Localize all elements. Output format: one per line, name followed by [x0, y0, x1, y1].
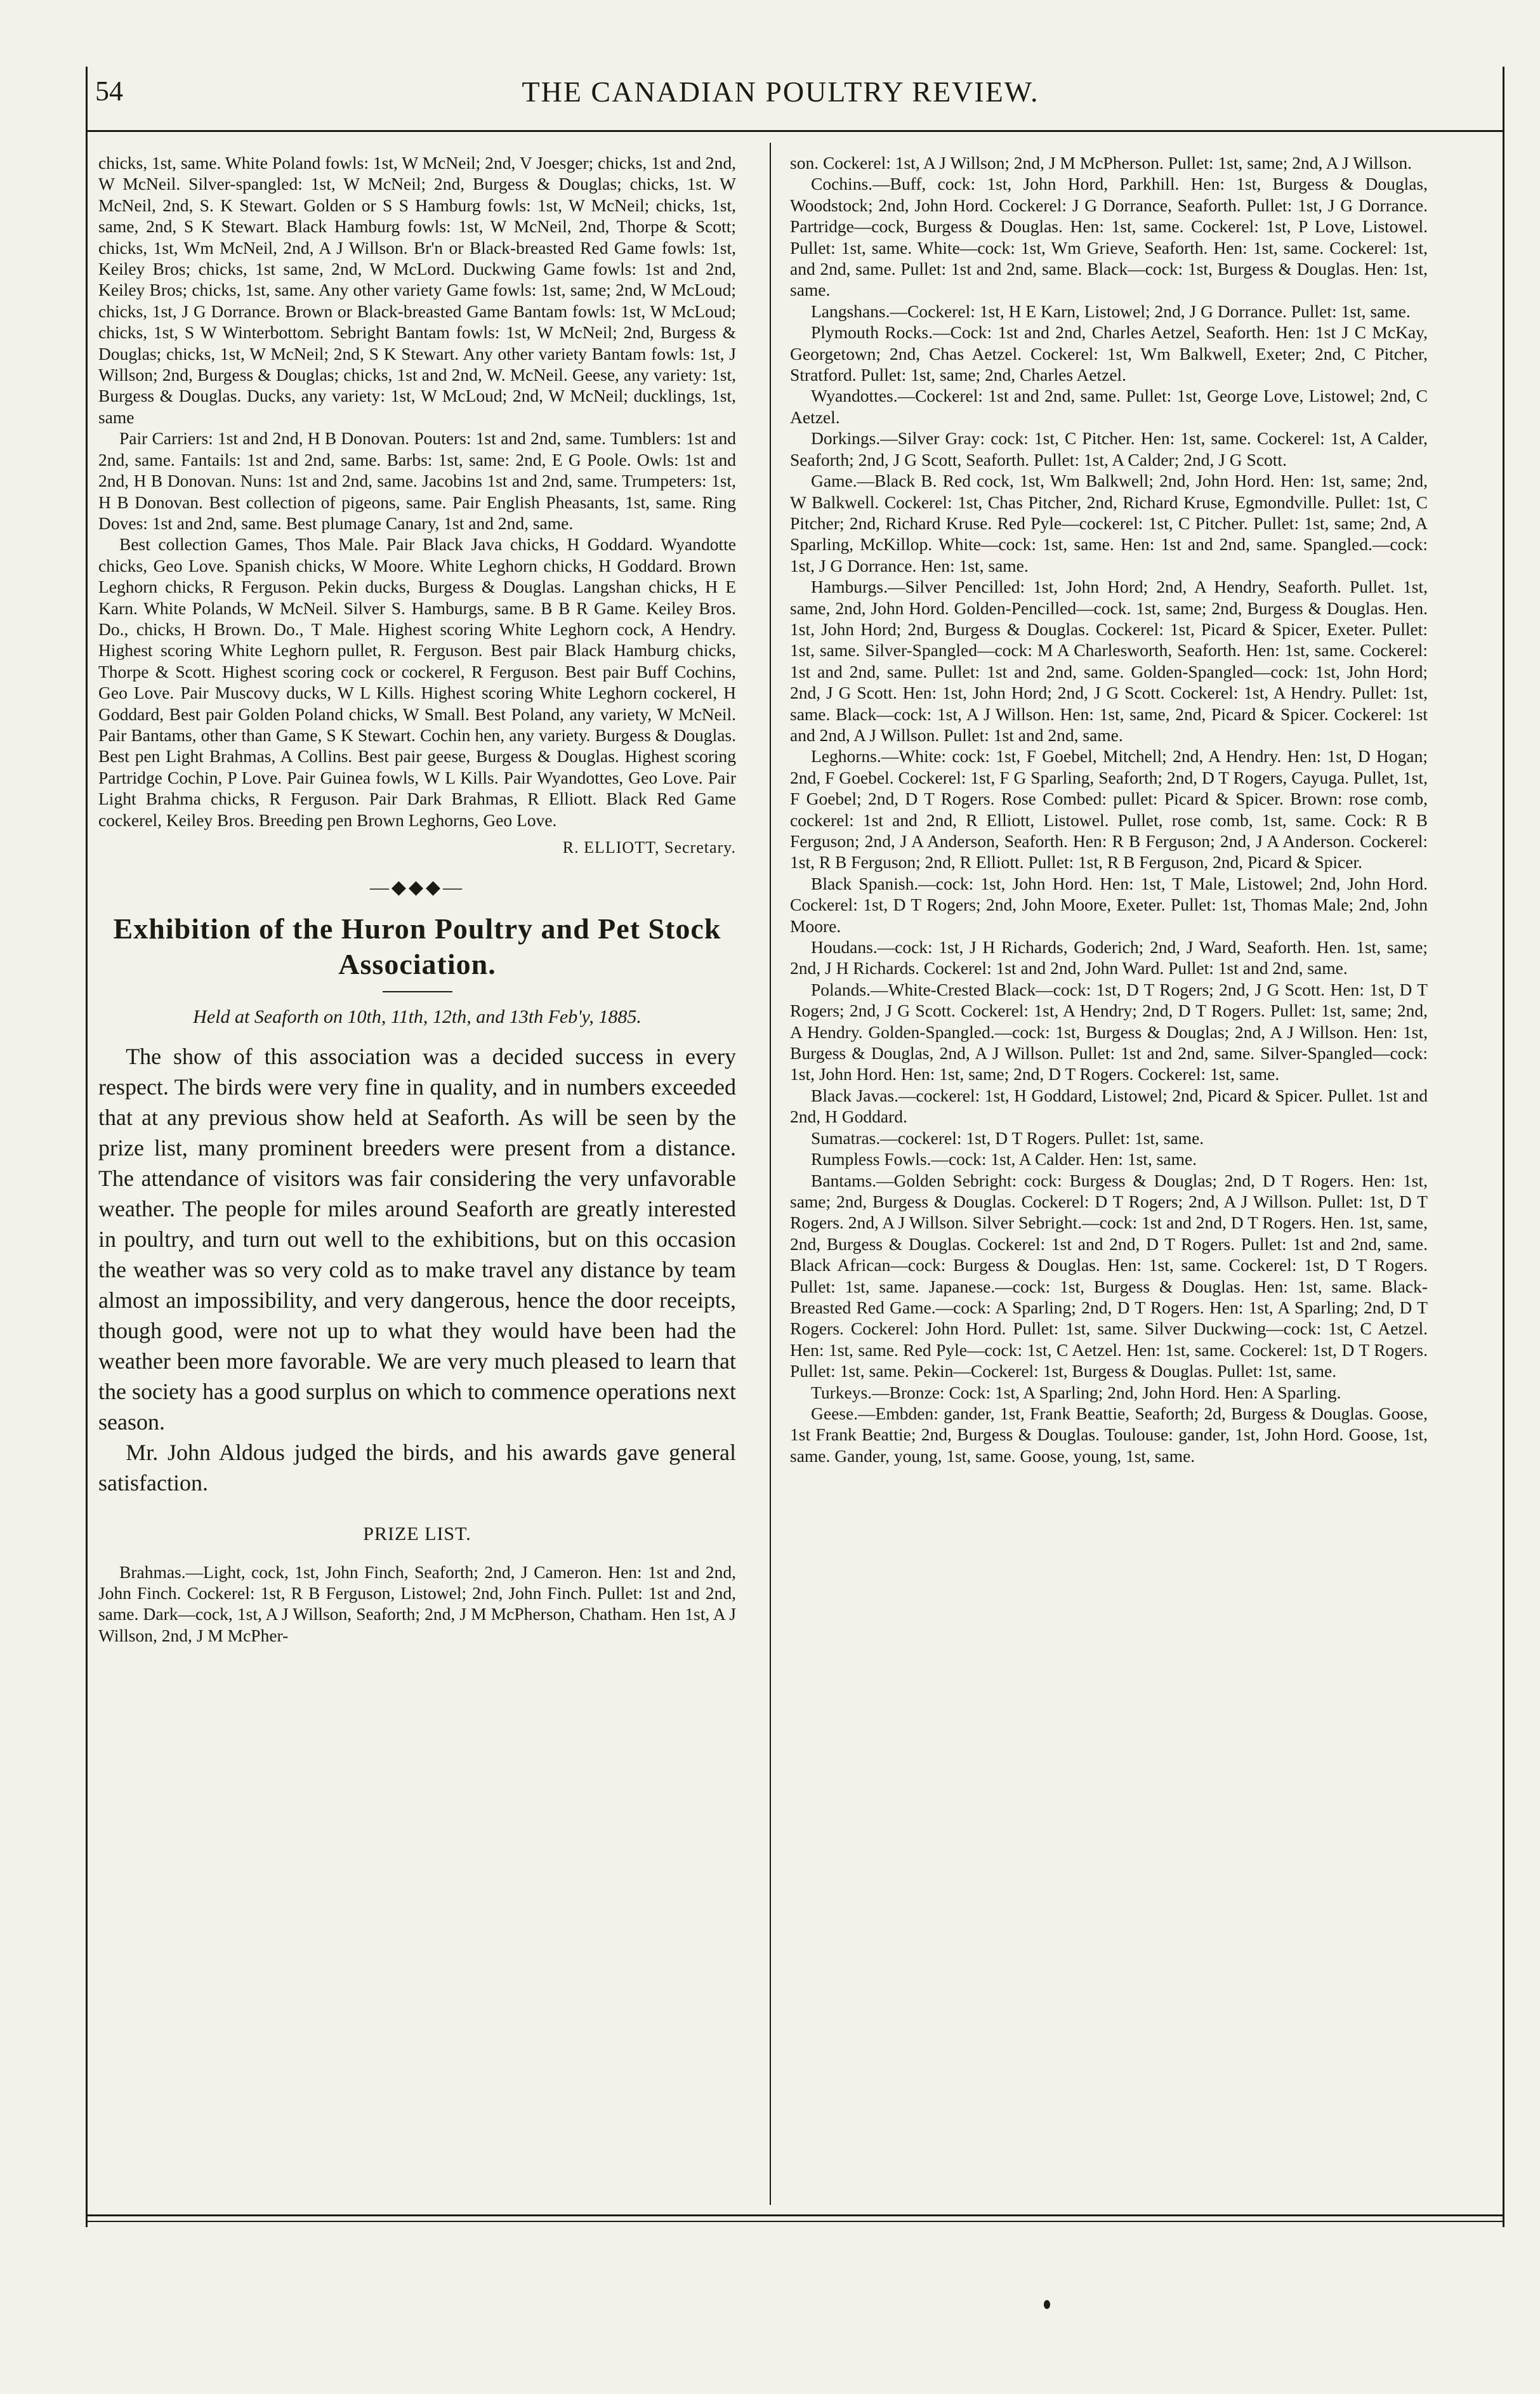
title-divider: [383, 991, 452, 992]
article-title: Exhibition of the Huron Poultry and Pet Stock Association.: [113, 912, 721, 980]
prize-entry-langshans: Langshans.—Cockerel: 1st, H E Karn, Listowel; 2nd, J G Dorrance. Pullet: 1st, same.: [811, 301, 1411, 321]
running-head-title: THE CANADIAN POULTRY REVIEW.: [522, 76, 1039, 108]
left-border-rule: [86, 67, 88, 2227]
section-ornament: —◆◆◆—: [369, 877, 465, 898]
prize-entry-leghorns: Leghorns.—White: cock: 1st, F Goebel, Mitchell; 2nd, A Hendry. Hen: 1st, D Hogan; 2nd, F Goebel. Cockerel: 1st, F G Sparling, Seaforth; 2nd, D T Rogers, Cayuga. Pullet, 1st, F Goebel; 2nd, D T Rogers. Rose Combed: pullet: Picard & Spicer. Brown: rose comb, cockerel: 1st and 2nd, R Elliott, Listowel. Pullet, rose comb, 1st, same. Cock: R B Ferguson; 2nd, J A Anderson, Seaforth. Hen: R B Ferguson; 2nd, J A Anderson. Cockerel: 1st, R B Ferguson; 2nd, R Elliott. Pullet: 1st, R B Ferguson, 2nd, Picard & Spicer.: [790, 746, 1428, 872]
prize-entry-dorkings: Dorkings.—Silver Gray: cock: 1st, C Pitcher. Hen: 1st, same. Cockerel: 1st, A Calder, Seaforth; 2nd, J G Scott, Seaforth. Pullet: 1st, A Calder; 2nd, J G Scott.: [790, 428, 1428, 470]
prize-entry-cochins: Cochins.—Buff, cock: 1st, John Hord, Parkhill. Hen: 1st, Burgess & Douglas, Woodstock; 2nd, John Hord. Cockerel: J G Dorrance, Seaforth. Pullet: 1st, J G Dorrance. Partridge—cock, Burgess & Douglas. Hen: 1st, same. Cockerel: 1st, P Love, Listowel. Pullet: 1st, same. White—cock: 1st, Wm Grieve, Seaforth. Hen: 1st, same. Cockerel: 1st, and 2nd, same. Pullet: 1st and 2nd, same. Black—cock: 1st, Burgess & Douglas. Hen: 1st, same.: [790, 174, 1428, 300]
prize-entry-polands: Polands.—White-Crested Black—cock: 1st, D T Rogers; 2nd, J G Scott. Hen: 1st, D T Rogers; 2nd, J G Scott. Cockerel: 1st, A Hendry; 2nd, D T Rogers. Pullet: 1st, same; 2nd, A Hendry. Golden-Spangled.—cock: 1st, Burgess & Douglas; 2nd, A J Willson. Hen: 1st, Burgess & Douglas, 2nd, A J Willson. Pullet: 1st and 2nd, same. Silver-Spangled—cock: 1st, John Hord. Hen: 1st, same; 2nd, D T Rogers. Cockerel: 1st, same.: [790, 979, 1428, 1084]
column-divider: [770, 143, 771, 2205]
left-column: [98, 152, 736, 1646]
prize-text-paragraph: Pair Carriers: 1st and 2nd, H B Donovan. Pouters: 1st and 2nd, same. Tumblers: 1st and 2nd, same. Fantails: 1st and 2nd, same. Barbs: 1st, same: 2nd, E G Poole. Owls: 1st and 2nd, H B Donovan. Nuns: 1st and 2nd, same. Jacobins 1st and 2nd, same. Trumpeters: 1st, H B Donovan. Best collection of pigeons, same. Pair English Pheasants, 1st, same. Ring Doves: 1st and 2nd, same. Best plumage Canary, 1st and 2nd, same.: [98, 428, 736, 533]
right-border-rule: [1503, 67, 1504, 2227]
prize-entry-houdans: Houdans.—cock: 1st, J H Richards, Goderich; 2nd, J Ward, Seaforth. Hen. 1st, same; 2nd, J H Richards. Cockerel: 1st and 2nd, John Ward. Pullet: 1st and 2nd, same.: [790, 937, 1428, 978]
right-column: [790, 152, 1428, 1466]
prize-text-paragraph: chicks, 1st, same. White Poland fowls: 1st, W McNeil; 2nd, V Joesger; chicks, 1st and 2nd, W McNeil. Silver-spangled: 1st, W McNeil; 2nd, Burgess & Douglas; chicks, 1st. W McNeil, 2nd, S. K Stewart. Golden or S S Hamburg fowls: 1st, W McNeil; chicks, 1st, same, 2nd, S K Stewart. Black Hamburg fowls: 1st, W McNeil, 2nd, Thorpe & Scott; chicks, 1st, Wm McNeil, 2nd, A J Willson. Br'n or Black-breasted Red Game fowls: 1st, Keiley Bros; chicks, 1st same, 2nd, W McLord. Duckwing Game fowls: 1st and 2nd, Keiley Bros; chicks, 1st, same. Any other variety Game fowls: 1st, same; 2nd, W McLoud; chicks, 1st, J G Dorrance. Brown or Black-breasted Game Bantam fowls: 1st, W McLoud; chicks, 1st, S W Winterbottom. Sebright Bantam fowls: 1st, W McNeil; 2nd, Burgess & Douglas; chicks, 1st, W McNeil; 2nd, S K Stewart. Any other variety Bantam fowls: 1st, J Willson; 2nd, Burgess & Douglas; chicks, 1st and 2nd, W. McNeil. Geese, any variety: 1st, Burgess & Douglas. Ducks, any variety: 1st, W McLoud; 2nd, W McNeil; ducklings, 1st, same: [98, 153, 736, 427]
prize-entry-game: Game.—Black B. Red cock, 1st, Wm Balkwell; 2nd, John Hord. Hen: 1st, same; 2nd, W Balkwell. Cockerel: 1st, Chas Pitcher, 2nd, Richard Kruse, Egmondville. Pullet: 1st, C Pitcher; 2nd, Richard Kruse. Red Pyle—cockerel: 1st, C Pitcher. Pullet: 1st, same; 2nd, A Sparling, McKillop. White—cock: 1st, same. Hen: 1st and 2nd, same. Spangled.—cock: 1st, J G Dorrance. Hen: 1st, same.: [790, 471, 1428, 575]
article-dateline: Held at Seaforth on 10th, 11th, 12th, and 13th Feb'y, 1885.: [193, 1006, 642, 1027]
body-paragraph: The show of this association was a decided success in every respect. The birds were very fine in quality, and in numbers exceeded that at any previous show held at Seaforth. As will be seen by the prize list, many prominent breeders were present from a distance. The attendance of visitors was fair considering the very unfavorable weather. The people for miles around Seaforth are greatly interested in poultry, and turn out well to the exhibitions, but on this occasion the weather was so very cold as to make travel any distance by team almost an impossibility, and very dangerous, hence the door receipts, though good, were not up to what they would have been had the weather been more favorable. We are very much pleased to learn that the society has a good surplus on which to commence operations next season.: [98, 1044, 736, 1435]
body-paragraph: Mr. John Aldous judged the birds, and his awards gave general satisfaction.: [98, 1440, 736, 1496]
prize-entry-wyandottes: Wyandottes.—Cockerel: 1st and 2nd, same. Pullet: 1st, George Love, Listowel; 2nd, C Aetzel.: [790, 386, 1428, 427]
prize-text-paragraph: Best collection Games, Thos Male. Pair Black Java chicks, H Goddard. Wyandotte chicks, Geo Love. Spanish chicks, W Moore. White Leghorn chicks, H Goddard. Brown Leghorn chicks, R Ferguson. Pekin ducks, Burgess & Douglas. Langshan chicks, H E Karn. White Polands, W McNeil. Silver S. Hamburgs, same. B B R Game. Keiley Bros. Do., chicks, H Brown. Do., T Male. Highest scoring White Leghorn cock, A Hendry. Highest scoring White Leghorn pullet, R. Ferguson. Best pair Black Hamburg chicks, Thorpe & Scott. Highest scoring cock or cockerel, R Ferguson. Best pair Buff Cochins, Geo Love. Pair Muscovy ducks, W L Kills. Highest scoring White Leghorn cockerel, H Goddard, Best pair Golden Poland chicks, W Small. Best Poland, any variety, W McNeil. Pair Bantams, other than Game, S K Stewart. Cochin hen, any variety. Burgess & Douglas. Best pen Light Brahmas, A Collins. Best pair geese, Burgess & Douglas. Highest scoring Partridge Cochin, P Love. Pair Guinea fowls, W L Kills. Pair Wyandottes, Geo Love. Pair Light Brahma chicks, R Ferguson. Pair Dark Brahmas, R Elliott. Black Red Game cockerel, Keiley Bros. Breeding pen Brown Leghorns, Geo Love.: [98, 534, 736, 830]
prize-entry-hamburgs: Hamburgs.—Silver Pencilled: 1st, John Hord; 2nd, A Hendry, Seaforth. Pullet. 1st, same, 2nd, John Hord. Golden-Pencilled—cock. 1st, same; 2nd, Burgess & Douglas. Hen. 1st, John Hord; 2nd, Burgess & Douglas. Cockerel: 1st, Picard & Spicer, Exeter. Pullet: 1st, same. Silver-Spangled—cock: M A Charlesworth, Seaforth. Hen: 1st, same. Cockerel: 1st and 2nd, same. Pullet: 1st and 2nd, same. Golden-Spangled—cock: 1st, John Hord; 2nd, J G Scott. Hen: 1st, John Hord; 2nd, J G Scott. Cockerel: 1st, A Hendry. Pullet: 1st, same. Black—cock: 1st, A J Willson. Hen: 1st, same, 2nd, Picard & Spicer. Cockerel: 1st and 2nd, A J Willson. Pullet: 1st and 2nd, same.: [790, 577, 1428, 745]
page-header: [95, 75, 1466, 119]
bottom-rule-double: [86, 2221, 1504, 2222]
prize-entry-sumatras: Sumatras.—cockerel: 1st, D T Rogers. Pullet: 1st, same.: [811, 1128, 1204, 1148]
header-rule: [86, 130, 1504, 132]
prize-entry: son. Cockerel: 1st, A J Willson; 2nd, J M McPherson. Pullet: 1st, same; 2nd, A J Willson.: [790, 153, 1412, 173]
prize-entry-black-javas: Black Javas.—cockerel: 1st, H Goddard, Listowel; 2nd, Picard & Spicer. Pullet. 1st and 2nd, H Goddard.: [790, 1085, 1428, 1127]
page-number: 54: [95, 76, 123, 107]
secretary-signature: R. ELLIOTT, Secretary.: [562, 838, 736, 857]
bottom-rule: [86, 2214, 1504, 2216]
prize-entry-brahmas: Brahmas.—Light, cock, 1st, John Finch, Seaforth; 2nd, J Cameron. Hen: 1st and 2nd, John Finch. Cockerel: 1st, R B Ferguson, Listowel; 2nd, John Finch. Pullet: 1st and 2nd, same. Dark—cock, 1st, A J Willson, Seaforth; 2nd, J M McPherson, Chatham. Hen 1st, A J Willson, 2nd, J M McPher-: [98, 1562, 736, 1645]
page-mark: [1044, 2300, 1050, 2309]
prize-entry-rumpless-fowls: Rumpless Fowls.—cock: 1st, A Calder. Hen: 1st, same.: [811, 1149, 1197, 1169]
prize-list-heading: PRIZE LIST.: [363, 1523, 471, 1545]
prize-entry-geese: Geese.—Embden: gander, 1st, Frank Beattie, Seaforth; 2d, Burgess & Douglas. Goose, 1st Frank Beattie; 2nd, Burgess & Douglas. Toulouse: gander, 1st, John Hord. Goose, 1st, same. Gander, young, 1st, same. Goose, young, 1st, same.: [790, 1403, 1428, 1466]
prize-entry-plymouth-rocks: Plymouth Rocks.—Cock: 1st and 2nd, Charles Aetzel, Seaforth. Hen: 1st J C McKay, Georgetown; 2nd, Chas Aetzel. Cockerel: 1st, Wm Balkwell, Exeter; 2nd, C Pitcher, Stratford. Pullet: 1st, same; 2nd, Charles Aetzel.: [790, 322, 1428, 385]
prize-entry-black-spanish: Black Spanish.—cock: 1st, John Hord. Hen: 1st, T Male, Listowel; 2nd, John Hord. Cockerel: 1st, D T Rogers; 2nd, John Moore, Exeter. Pullet: 1st, Thomas Male; 2nd, John Moore.: [790, 873, 1428, 936]
prize-entry-bantams: Bantams.—Golden Sebright: cock: Burgess & Douglas; 2nd, D T Rogers. Hen: 1st, same; 2nd, Burgess & Douglas. Cockerel: D T Rogers; 2nd, A J Willson. Pullet: 1st, D T Rogers. 2nd, A J Willson. Silver Sebright.—cock: 1st and 2nd, D T Rogers. Hen. 1st, same, 2nd, Burgess & Douglas. Cockerel: 1st and 2nd, D T Rogers. Pullet: 1st and 2nd, same. Black African—cock: Burgess & Douglas. Hen: 1st, same. Cockerel: 1st, D T Rogers. Pullet: 1st, same. Japanese.—cock: 1st, Burgess & Douglas. Hen: 1st, same. Black-Breasted Red Game.—cock: A Sparling; 2nd, D T Rogers. Hen: 1st, A Sparling; 2nd, D T Rogers. Cockerel: John Hord. Pullet: 1st, same. Silver Duckwing—cock: 1st, C Aetzel. Hen: 1st, same. Red Pyle—cock: 1st, C Aetzel. Hen: 1st, same. Cockerel: 1st, D T Rogers. Pullet: 1st, same. Pekin—Cockerel: 1st, Burgess & Douglas. Pullet: 1st, same.: [790, 1170, 1428, 1381]
prize-entry-turkeys: Turkeys.—Bronze: Cock: 1st, A Sparling; 2nd, John Hord. Hen: A Sparling.: [811, 1382, 1341, 1402]
article-body: [98, 1041, 736, 1498]
